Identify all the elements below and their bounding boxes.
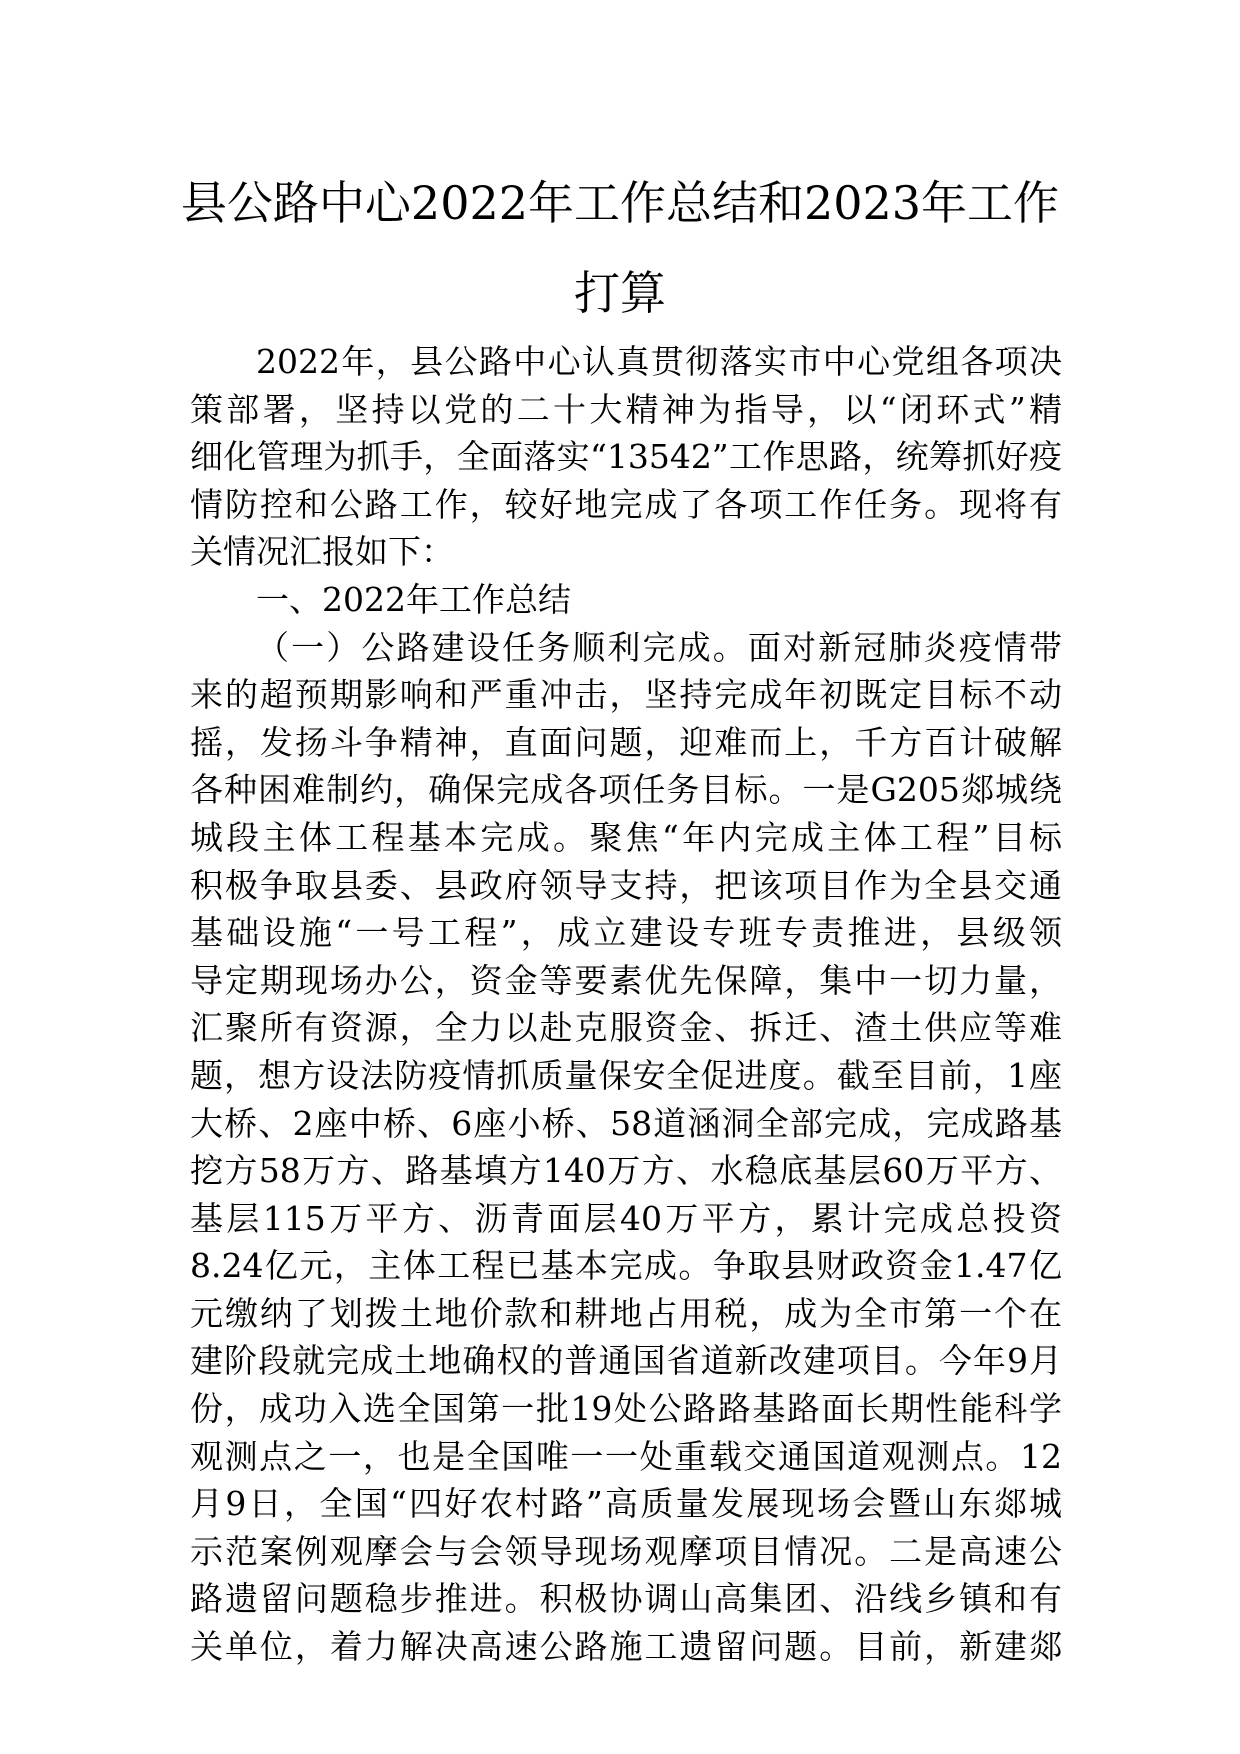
body-text-line: 汇聚所有资源，全力以赴克服资金、拆迁、渣土供应等难 (190, 1008, 1062, 1048)
body-text-line: 一、2022年工作总结 (256, 579, 571, 619)
body-text-line: 月9日，全国“四好农村路”高质量发展现场会暨山东郯城 (190, 1484, 1062, 1524)
body-text-line: 份，成功入选全国第一批19处公路路基路面长期性能科学 (190, 1389, 1062, 1429)
body-text-line: 城段主体工程基本完成。聚焦“年内完成主体工程”目标 (190, 817, 1062, 857)
body-text-line: 细化管理为抓手，全面落实“13542”工作思路，统筹抓好疫 (190, 437, 1062, 477)
body-text-line: 示范案例观摩会与会领导现场观摩项目情况。二是高速公 (190, 1531, 1062, 1571)
body-text-line: 各种困难制约，确保完成各项任务目标。一是G205郯城绕 (190, 770, 1062, 810)
body-text-line: 题，想方设法防疫情抓质量保安全促进度。截至目前，1座 (190, 1055, 1062, 1095)
body-text-line: 关情况汇报如下： (190, 532, 454, 572)
body-text-line: 挖方58万方、路基填方140万方、水稳底基层60万平方、 (190, 1151, 1062, 1191)
document-body (190, 338, 1062, 1671)
body-text-line: （一）公路建设任务顺利完成。面对新冠肺炎疫情带 (256, 627, 1062, 667)
title-line: 打算 (574, 266, 666, 320)
body-text-line: 策部署，坚持以党的二十大精神为指导，以“闭环式”精 (190, 389, 1062, 429)
body-text-line: 观测点之一，也是全国唯一一处重载交通国道观测点。12 (190, 1436, 1062, 1476)
body-text-line: 8.24亿元，主体工程已基本完成。争取县财政资金1.47亿 (190, 1246, 1062, 1286)
body-text-line: 关单位，着力解决高速公路施工遗留问题。目前，新建郯 (190, 1627, 1062, 1667)
body-text-line: 来的超预期影响和严重冲击，坚持完成年初既定目标不动 (190, 675, 1062, 715)
title-line: 县公路中心2022年工作总结和2023年工作 (180, 176, 1060, 230)
body-text-line: 建阶段就完成土地确权的普通国省道新改建项目。今年9月 (190, 1341, 1062, 1381)
body-text-line: 元缴纳了划拨土地价款和耕地占用税，成为全市第一个在 (190, 1293, 1062, 1333)
document-title (150, 158, 1090, 338)
body-text-line: 基础设施“一号工程”，成立建设专班专责推进，县级领 (190, 913, 1062, 953)
body-text-line: 大桥、2座中桥、6座小桥、58道涵洞全部完成，完成路基 (190, 1103, 1062, 1143)
body-text-line: 导定期现场办公，资金等要素优先保障，集中一切力量， (190, 960, 1062, 1000)
body-text-line: 2022年，县公路中心认真贯彻落实市中心党组各项决 (256, 342, 1062, 381)
body-text-line: 摇，发扬斗争精神，直面问题，迎难而上，千方百计破解 (190, 722, 1062, 762)
body-text-line: 基层115万平方、沥青面层40万平方，累计完成总投资 (190, 1198, 1062, 1238)
body-text-line: 积极争取县委、县政府领导支持，把该项目作为全县交通 (190, 865, 1062, 905)
body-text-line: 路遗留问题稳步推进。积极协调山高集团、沿线乡镇和有 (190, 1579, 1062, 1619)
body-text-line: 情防控和公路工作，较好地完成了各项工作任务。现将有 (190, 484, 1062, 524)
